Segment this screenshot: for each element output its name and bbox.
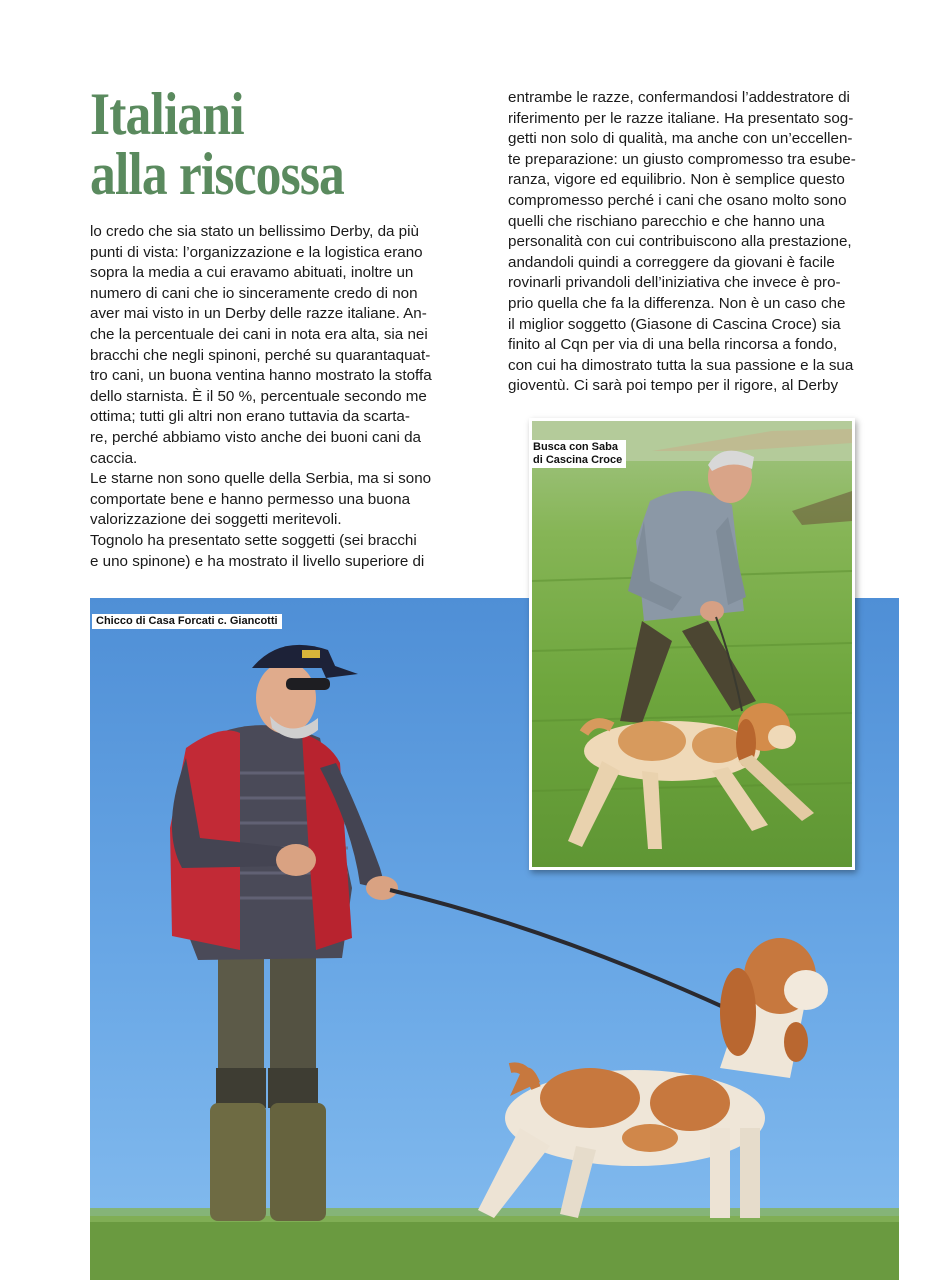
text-line: aver mai visto in un Derby delle razze italiane. An-	[90, 305, 427, 323]
text-line: finito al Cqn per via di una bella rincorsa a fondo,	[508, 336, 838, 354]
man-boots	[210, 1103, 266, 1221]
inset-man-legs	[620, 621, 672, 723]
text-line: re, perché abbiamo visto anche dei buoni cani da	[90, 428, 421, 446]
text-line: il miglior soggetto (Giasone di Cascina Croce) sia	[508, 315, 841, 333]
text-line: con cui ha dimostrato tutta la sua passione e la sua	[508, 356, 854, 374]
text-line: andandoli quindi a correggere da giovani è facile	[508, 253, 835, 271]
man-hand	[276, 844, 316, 876]
text-line: ottima; tutti gli altri non erano tuttavia da scarta-	[90, 408, 410, 426]
title-line-2: alla riscossa	[90, 141, 344, 207]
inset-caption-line-1: Busca con Saba	[533, 441, 618, 453]
inset-caption-line-2: di Cascina Croce	[533, 454, 623, 466]
dog-leash	[390, 890, 730, 1010]
inset-photo-illustration	[532, 421, 852, 867]
inset-photo	[529, 418, 855, 870]
text-line: rovinarli privandoli dell’iniziativa che invece è pro-	[508, 274, 841, 292]
text-line: numero di cani che io sinceramente credo di non	[90, 284, 418, 302]
text-line: punti di vista: l’organizzazione e la logistica erano	[90, 243, 423, 261]
text-line: compromesso perché i cani che osano molto sono	[508, 191, 847, 209]
inset-photo-caption	[529, 440, 626, 468]
left-text-column	[90, 222, 480, 572]
text-line: Tognolo ha presentato sette soggetti (sei bracchi	[90, 531, 417, 549]
right-text-column	[508, 88, 900, 397]
text-line: valorizzazione dei soggetti meritevoli.	[90, 511, 342, 529]
text-line: sopra la media a cui eravamo abituati, inoltre un	[90, 264, 414, 282]
dog-ear	[720, 968, 756, 1056]
article-title	[90, 81, 434, 207]
dog-leg	[478, 1128, 550, 1218]
left-paragraph	[90, 222, 480, 572]
title-line-1: Italiani	[90, 81, 244, 147]
grass-strip	[90, 1216, 899, 1280]
text-line: comportate bene e hanno permesso una buona	[90, 490, 411, 508]
main-photo-caption: Chicco di Casa Forcati c. Giancotti	[92, 614, 282, 629]
text-line: caccia.	[90, 449, 138, 467]
text-line: personalità con cui contribuiscono alla prestazione,	[508, 233, 852, 251]
man-head	[256, 662, 316, 734]
text-line: Le starne non sono quelle della Serbia, ma si sono	[90, 470, 432, 488]
text-line: bracchi che negli spinoni, perché su quarantaquat-	[90, 346, 431, 364]
text-line: tro cani, un buona ventina hanno mostrato la stoffa	[90, 367, 432, 385]
man-sunglasses	[286, 678, 330, 690]
right-paragraph	[508, 88, 900, 397]
text-line: entrambe le razze, confermandosi l’addestratore di	[508, 89, 850, 106]
text-line: gioventù. Ci sarà poi tempo per il rigore, al Derby	[508, 377, 839, 395]
text-line: che la percentuale dei cani in nota era alta, sia nei	[90, 325, 428, 343]
text-line: ranza, vigore ed equilibrio. Non è semplice questo	[508, 171, 845, 189]
text-line: getti non solo di qualità, ma anche con un’eccellen-	[508, 130, 853, 148]
text-line: lo credo che sia stato un bellissimo Derby, da più	[90, 223, 419, 240]
text-line: riferimento per le razze italiane. Ha presentato sog-	[508, 109, 854, 127]
text-line: prio quella che fa la differenza. Non è un caso che	[508, 294, 846, 312]
text-line: dello starnista. È il 50 %, percentuale secondo me	[90, 387, 427, 405]
text-line: te preparazione: un giusto compromesso tra esube-	[508, 150, 856, 168]
text-line: e uno spinone) e ha mostrato il livello superiore di	[90, 552, 425, 570]
text-line: quelli che rischiano parecchio e che hanno una	[508, 212, 825, 230]
